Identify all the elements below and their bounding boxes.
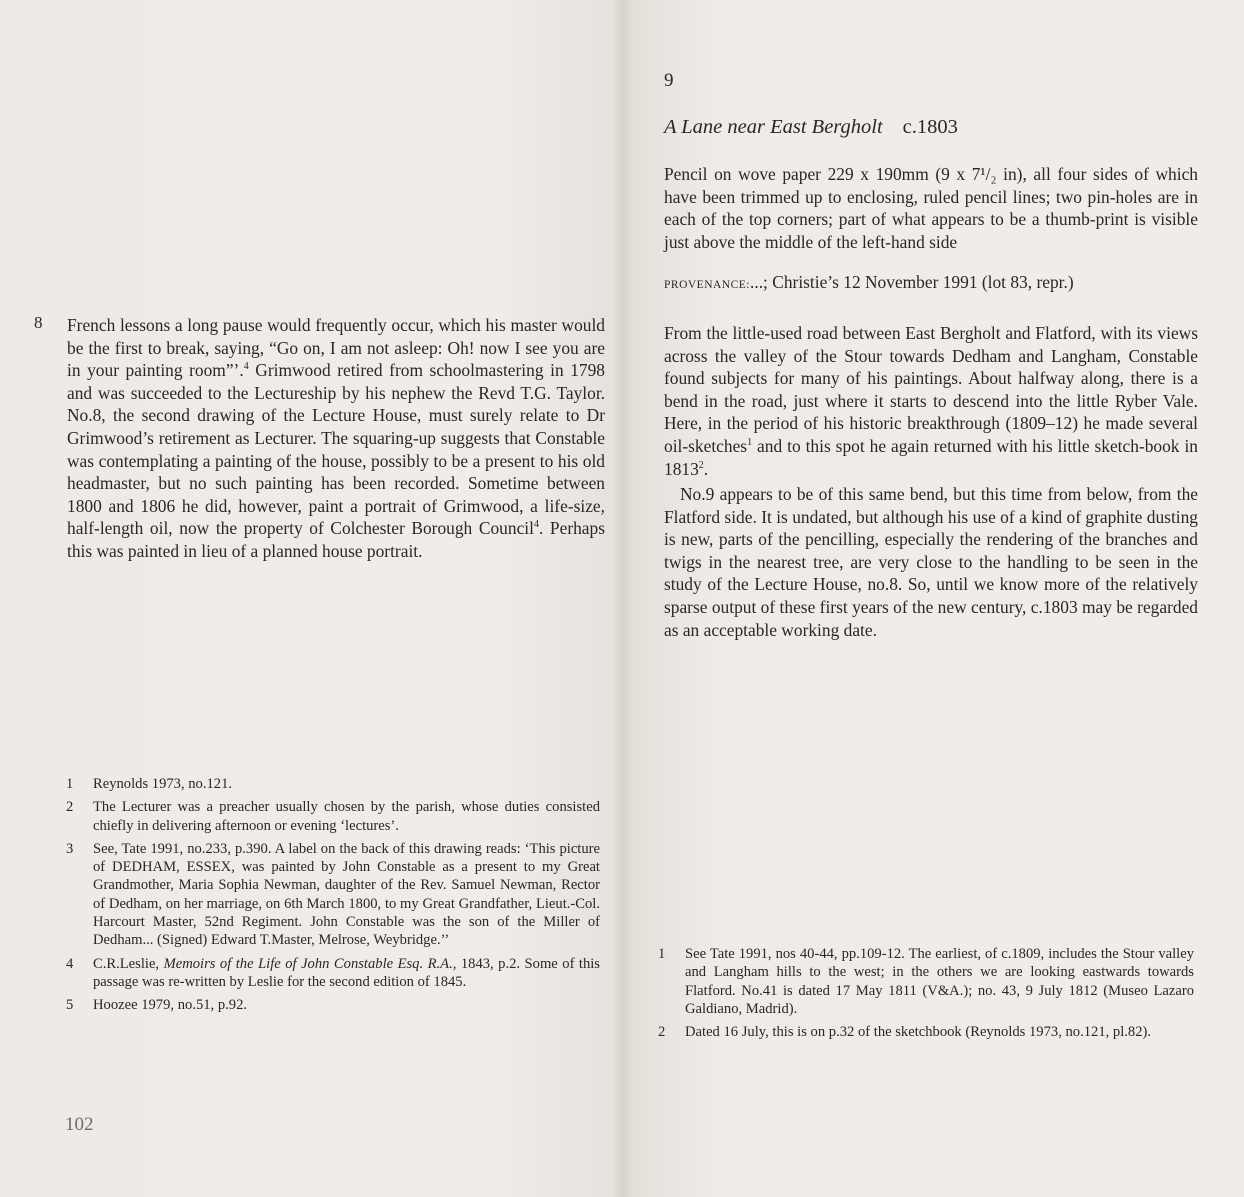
- artwork-title: A Lane near East Bergholt: [664, 116, 883, 138]
- footnote-text-part: , 1843, p.2. Some of this passage was re-written by Leslie for the second edition of 1845.: [93, 955, 600, 990]
- note-ref: 2: [698, 459, 704, 471]
- entry-text-part: . Perhaps this was painted in lieu of a planned house portrait.: [67, 518, 605, 561]
- note-ref: 4: [533, 519, 539, 531]
- entry-paragraph-2: No.9 appears to be of this same bend, but this time from below, from the Flatford side. It is undated, but although his use of a kind of graphite dusting is new, parts of the pencilling, especially the rendering of the branches and twigs in the nearest tree, are very close to the handling to be seen in the study of the Lecture House, no.8. So, until we know more of the relatively sparse output of these first years of the new century, c.1803 may be regarded as an acceptable working date.: [664, 484, 1198, 640]
- entry-number-8: 8: [34, 313, 43, 332]
- footnote-number: 5: [66, 997, 74, 1014]
- entry-text-part: Grimwood retired from schoolmastering in 1798 and was succeeded to the Lectureship by his nephew the Revd T.G. Taylor. No.8, the second drawing of the Lecture House, must surely relate to Dr Grimwood’s retirement as Lecturer. The squaring-up suggests that Constable was contemplating a painting of the house, possibly to be a present to his old headmaster, but no such painting has been recorded. Sometime between 1800 and 1806 he did, however, paint a portrait of Grimwood, a life-size, half-length oil, now the property of Colchester Borough Council: [67, 360, 605, 539]
- footnote-text-part: C.R.Leslie,: [93, 955, 164, 972]
- medium-description: Pencil on wove paper 229 x 190mm (9 x 7¹/₂ in), all four sides of which have been trimmed up to enclosing, ruled pencil lines; two pin-holes are in each of the top corners; part of what appears to be a thumb-print is visible just above the middle of the left-hand side: [664, 164, 1198, 252]
- entry-text-part: .: [703, 458, 709, 479]
- provenance-text: ...; Christie’s 12 November 1991 (lot 83, repr.): [750, 272, 1074, 292]
- right-footnotes: [658, 945, 1194, 1046]
- footnote: [658, 945, 1194, 1018]
- book-title: Memoirs of the Life of John Constable Esq. R.A.: [163, 955, 453, 972]
- entry-text-part: From the little-used road between East Bergholt and Flatford, with its views across the valley of the Stour towards Dedham and Langham, Constable found subjects for many of his paintings. About halfway along, there is a bend in the road, just where it starts to descend into the little Ryber Vale. Here, in the period of his historic breakthrough (1809–12) he made several oil-sketches: [664, 323, 1198, 456]
- footnote-text: Reynolds 1973, no.121.: [93, 776, 233, 792]
- footnote: [66, 840, 600, 950]
- book-gutter: [612, 0, 634, 1197]
- footnote-number: 4: [66, 955, 74, 972]
- provenance: [664, 272, 1074, 293]
- left-footnotes: [66, 775, 600, 1020]
- page-number: 102: [65, 1114, 94, 1135]
- entry-number-9: 9: [664, 70, 674, 91]
- footnote: [66, 798, 600, 835]
- footnote-number: 3: [66, 840, 74, 857]
- note-ref: 1: [747, 437, 753, 449]
- footnote-number: 2: [658, 1024, 666, 1041]
- note-ref: 4: [243, 361, 249, 373]
- footnote-number: 2: [66, 799, 74, 816]
- footnote-text: See, Tate 1991, no.233, p.390. A label on the back of this drawing reads: ‘This picture of DEDHAM, ESSEX, was painted by John Constable as a present to my Great Grandmother, Maria Sophia Newman, daughter of the Rev. Samuel Newman, Rector of Dedham, on her marriage, on 6th March 1800, to my Great Grandfather, Lieut.-Col. Harcourt Master, 52nd Regiment. John Constable was the son of the Miller of Dedham... (Signed) Edward T.Master, Melrose, Weybridge.’’: [93, 840, 600, 949]
- footnote: [658, 1023, 1194, 1041]
- footnote-number: 1: [66, 776, 74, 792]
- footnote: [66, 775, 600, 793]
- catalogue-entry-text: [67, 314, 605, 563]
- footnote-text: The Lecturer was a preacher usually chosen by the parish, whose duties consisted chiefly in delivering afternoon or evening ‘lectures’.: [93, 799, 600, 834]
- entry-text-part: and to this spot he again returned with his little sketch-book in 1813: [664, 435, 1198, 479]
- footnote-number: 1: [658, 946, 666, 962]
- provenance-label: PROVENANCE:: [664, 279, 751, 291]
- entry-title: [664, 116, 958, 139]
- entry-text-part: French lessons a long pause would frequently occur, which his master would be the first to break, saying, “Go on, I am not asleep: Oh! now I see you are in your painting room”’.: [67, 315, 605, 381]
- footnote-text: Dated 16 July, this is on p.32 of the sketchbook (Reynolds 1973, no.121, pl.82).: [685, 1024, 1152, 1041]
- entry-paragraph-1: [664, 322, 1198, 480]
- footnote: [66, 996, 600, 1014]
- footnote-text: See Tate 1991, nos 40-44, pp.109-12. The earliest, of c.1809, includes the Stour valley and Langham hills to the west; in the others we are looking eastwards towards Flatford. No.41 is dated 17 May 1811 (V&A.); no. 43, 9 July 1812 (Museo Lazaro Galdiano, Madrid).: [685, 946, 1194, 1017]
- footnote-text: [93, 955, 600, 992]
- artwork-date: c.1803: [902, 116, 958, 138]
- footnote: [66, 955, 600, 992]
- footnote-text: Hoozee 1979, no.51, p.92.: [93, 997, 248, 1014]
